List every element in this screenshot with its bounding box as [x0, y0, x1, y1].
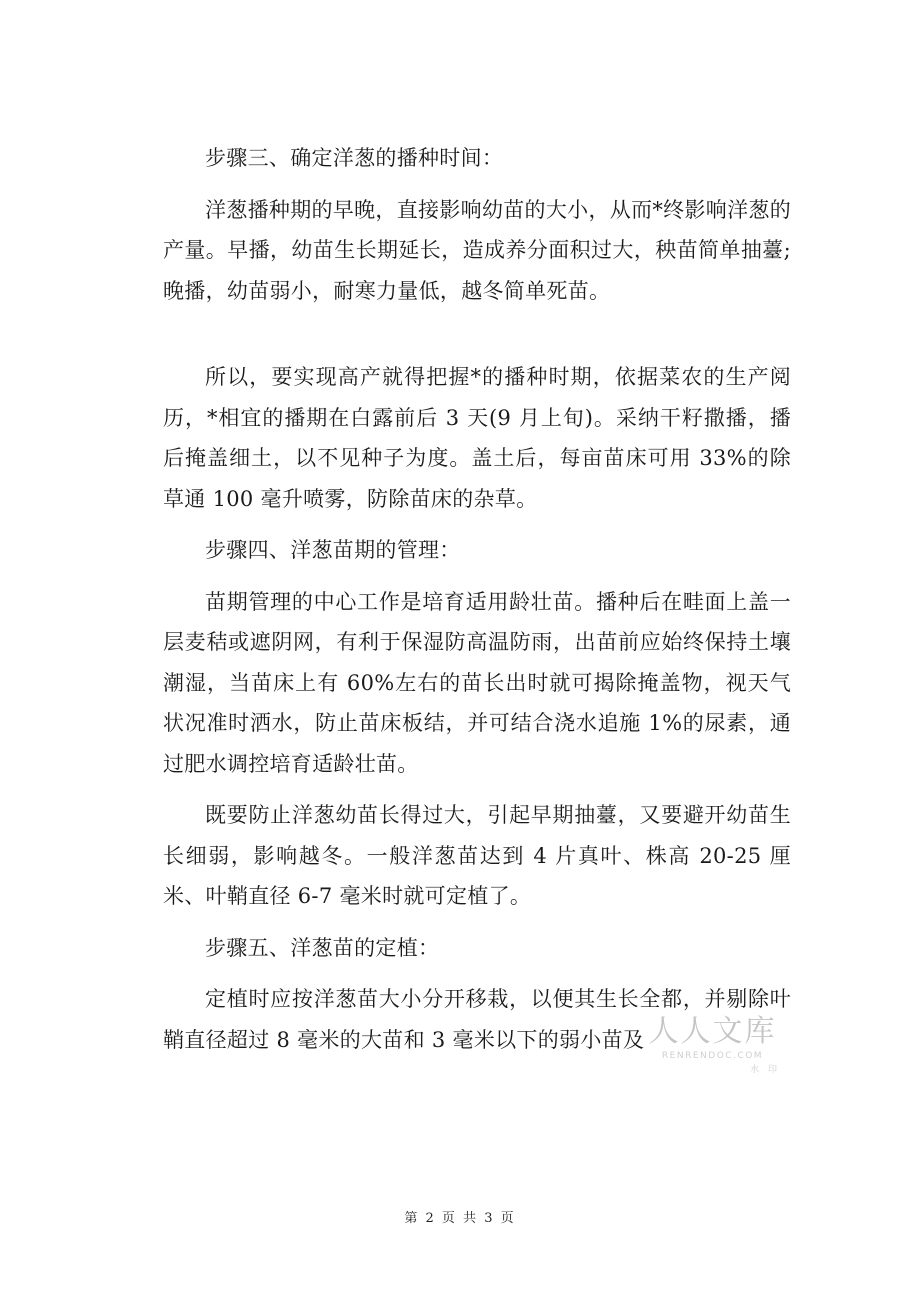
watermark-site: RENRENDOC.COM [661, 1051, 764, 1061]
body-paragraph: 定植时应按洋葱苗大小分开移栽，以便其生长全都，并剔除叶鞘直径超过 8 毫米的大苗和 3 毫米以下的弱小苗及 [163, 987, 791, 1052]
heading-step-four: 步骤四、洋葱苗期的管理： [205, 538, 461, 562]
body-paragraph: 洋葱播种期的早晚，直接影响幼苗的大小，从而*终影响洋葱的产量。早播，幼苗生长期延长，造成养分面积过大，秧苗简单抽薹;晚播，幼苗弱小，耐寒力量低，越冬简单死苗。 [163, 197, 791, 303]
watermark-tag: 水 印 [750, 1065, 780, 1075]
body-paragraph: 所以，要实现高产就得把握*的播种时期，依据菜农的生产阅历，*相宜的播期在白露前后 3 天(9 月上旬)。采纳干籽撒播，播后掩盖细土，以不见种子为度。盖土后，每亩苗床可用 33%的除草通 100 毫升喷雾，防除苗床的杂草。 [163, 365, 791, 511]
body-paragraph: 既要防止洋葱幼苗长得过大，引起早期抽薹，又要避开幼苗生长细弱，影响越冬。一般洋葱苗达到 4 片真叶、株高 20-25 厘米、叶鞘直径 6-7 毫米时就可定植了。 [163, 803, 791, 908]
body-paragraph: 苗期管理的中心工作是培育适用龄壮苗。播种后在畦面上盖一层麦秸或遮阴网，有利于保湿防高温防雨，出苗前应始终保持土壤潮湿，当苗床上有 60%左右的苗长出时就可揭除掩盖物，视天气状况准时洒水，防止苗床板结，并可结合浇水追施 1%的尿素，通过肥水调控培育适龄壮苗。 [163, 589, 791, 776]
heading-step-five: 步骤五、洋葱苗的定植： [205, 935, 440, 960]
watermark-title: 人人文库 [648, 1014, 777, 1049]
page-number: 第 2 页 共 3 页 [404, 1211, 516, 1226]
document-body [163, 138, 791, 1071]
heading-step-three: 步骤三、确定洋葱的播种时间： [205, 146, 504, 170]
